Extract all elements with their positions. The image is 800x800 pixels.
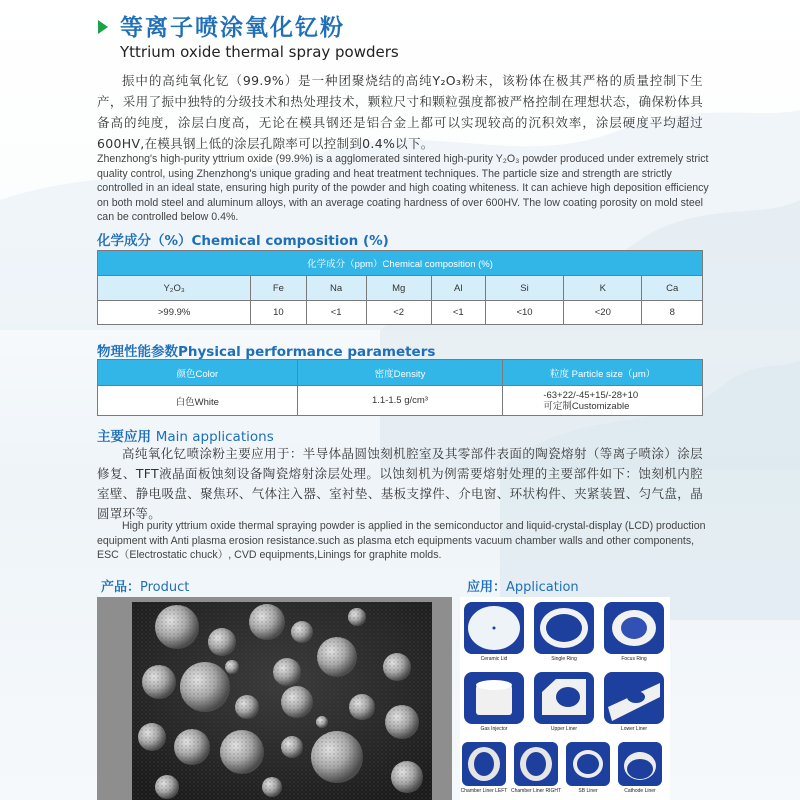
application-label: 应用：Application	[467, 580, 579, 595]
chem-value: <2	[366, 301, 431, 325]
phys-color-value: 白色White	[98, 386, 298, 416]
app-label-focus-ring: Focus Ring	[621, 656, 647, 662]
chem-table	[97, 250, 703, 325]
app-label-ceramic-lid: Ceramic Lid	[480, 656, 508, 662]
phys-density-value: 1.1-1.5 g/cm³	[297, 386, 503, 416]
apps-paragraph-cn: 高纯氧化钇喷涂粉主要应用于：半导体晶圆蚀刻机腔室及其零部件表面的陶瓷熔射（等离子喷涂）涂层修复、TFT液晶面板蚀刻设备陶瓷熔射涂层处理。以蚀刻机为例需要熔射处理的主要部件如下：蚀刻机内腔室壁、静电吸盘、聚焦环、气体注入器、室衬垫、基板支撑件、介电窗、环状构件、夹紧装置、匀气盘，晶圆罩环等。	[97, 446, 703, 521]
title-arrow-icon	[98, 20, 108, 34]
phys-col-color: 颜色Color	[98, 360, 298, 386]
chem-value: <1	[431, 301, 485, 325]
apps-title-cn: 主要应用	[97, 429, 151, 445]
phys-section-title: 物理性能参数Physical performance parameters	[97, 344, 436, 360]
apps-paragraph-en: High purity yttrium oxide thermal spraying powder is applied in the semiconductor and liquid-crystal-display (LCD) production equipment with Anti plasma erosion resistance.such as plasma etch equipments vacuum chamber walls and other components, ESC（Electrostatic chuck）, CVD equipments,Linings for graphite molds.	[97, 520, 706, 562]
phys-col-size: 粒度 Particle size（μm）	[503, 360, 703, 386]
phys-table-value-row	[98, 386, 703, 416]
chem-col: Ca	[642, 276, 703, 301]
chem-col: Mg	[366, 276, 431, 301]
chem-value: <20	[564, 301, 642, 325]
chem-value: >99.9%	[98, 301, 251, 325]
chem-value: 8	[642, 301, 703, 325]
chem-col: Y₂O₃	[98, 276, 251, 301]
application-image	[460, 597, 670, 800]
app-label-sb-liner: SB Liner	[578, 788, 598, 794]
app-label-chamber-liner-left: Chamber Liner LEFT	[460, 788, 508, 794]
apps-section-title	[97, 425, 274, 445]
product-label: 产品：Product	[101, 580, 190, 595]
app-label-gas-injector: Gas Injector	[480, 726, 508, 732]
app-label-lower-liner: Lower Liner	[620, 726, 648, 732]
app-label-cathode-liner: Cathode Liner	[624, 788, 656, 794]
chem-col: Si	[485, 276, 563, 301]
chem-value: 10	[251, 301, 306, 325]
page-subtitle: Yttrium oxide thermal spray powders	[120, 43, 399, 61]
app-label-upper-liner: Upper Liner	[550, 726, 578, 732]
apps-title-en: Main applications	[155, 429, 274, 445]
app-label-single-ring: Single Ring	[551, 656, 577, 662]
phys-size-line1: -63+22/-45+15/-28+10	[543, 389, 639, 401]
chem-col: Fe	[251, 276, 306, 301]
chem-table-header: 化学成分（ppm）Chemical composition (%)	[98, 251, 703, 276]
chem-table-column-row	[98, 276, 703, 301]
product-sem-image	[97, 597, 452, 800]
phys-size-value	[503, 386, 703, 416]
chem-col: Al	[431, 276, 485, 301]
page-title: 等离子喷涂氧化钇粉	[120, 15, 345, 41]
chem-value: <1	[306, 301, 366, 325]
intro-paragraph-cn: 振中的高纯氧化钇（99.9%）是一种团聚烧结的高纯Y₂O₃粉末，该粉体在极其严格的质量控制下生产，采用了振中独特的分级技术和热处理技术，颗粒尺寸和颗粒强度都被严格控制在理想状态，确保粉体具备高的纯度，涂层白度高，无论在模具钢还是铝合金上都可以实现较高的沉积效率，涂层硬度平均超过600HV,在模具钢上低的涂层孔隙率可以控制到0.4%以下。	[97, 73, 703, 151]
sem-spheres-image	[97, 597, 452, 800]
chem-col: Na	[306, 276, 366, 301]
phys-size-line2: 可定制Customizable	[543, 400, 630, 412]
phys-col-density: 密度Density	[297, 360, 503, 386]
app-label-chamber-liner-right: Chamber Liner RIGHT	[510, 788, 561, 794]
chem-col: K	[564, 276, 642, 301]
chem-section-title: 化学成分（%）Chemical composition (%)	[97, 233, 389, 249]
application-parts-image	[460, 597, 670, 800]
phys-table	[97, 359, 703, 416]
intro-paragraph-en: Zhenzhong's high-purity yttrium oxide (99.9%) is a agglomerated sintered high-purity Y₂O₃ powder produced under extremely strict quality control, using Zhenzhong's unique grading and heat treatment techniques. The particle size and strength are strictly controlled in an ideal state, ensuring high purity of the powder and high coating whiteness. It can achieve high deposition efficiency on both mold steel and aluminum alloys, with an average coating hardness of over 600HV. The low coating porosity on mold steel can be controlled below 0.4%.	[97, 153, 709, 224]
phys-table-header-row	[98, 360, 703, 386]
chem-value: <10	[485, 301, 563, 325]
chem-table-value-row	[98, 301, 703, 325]
